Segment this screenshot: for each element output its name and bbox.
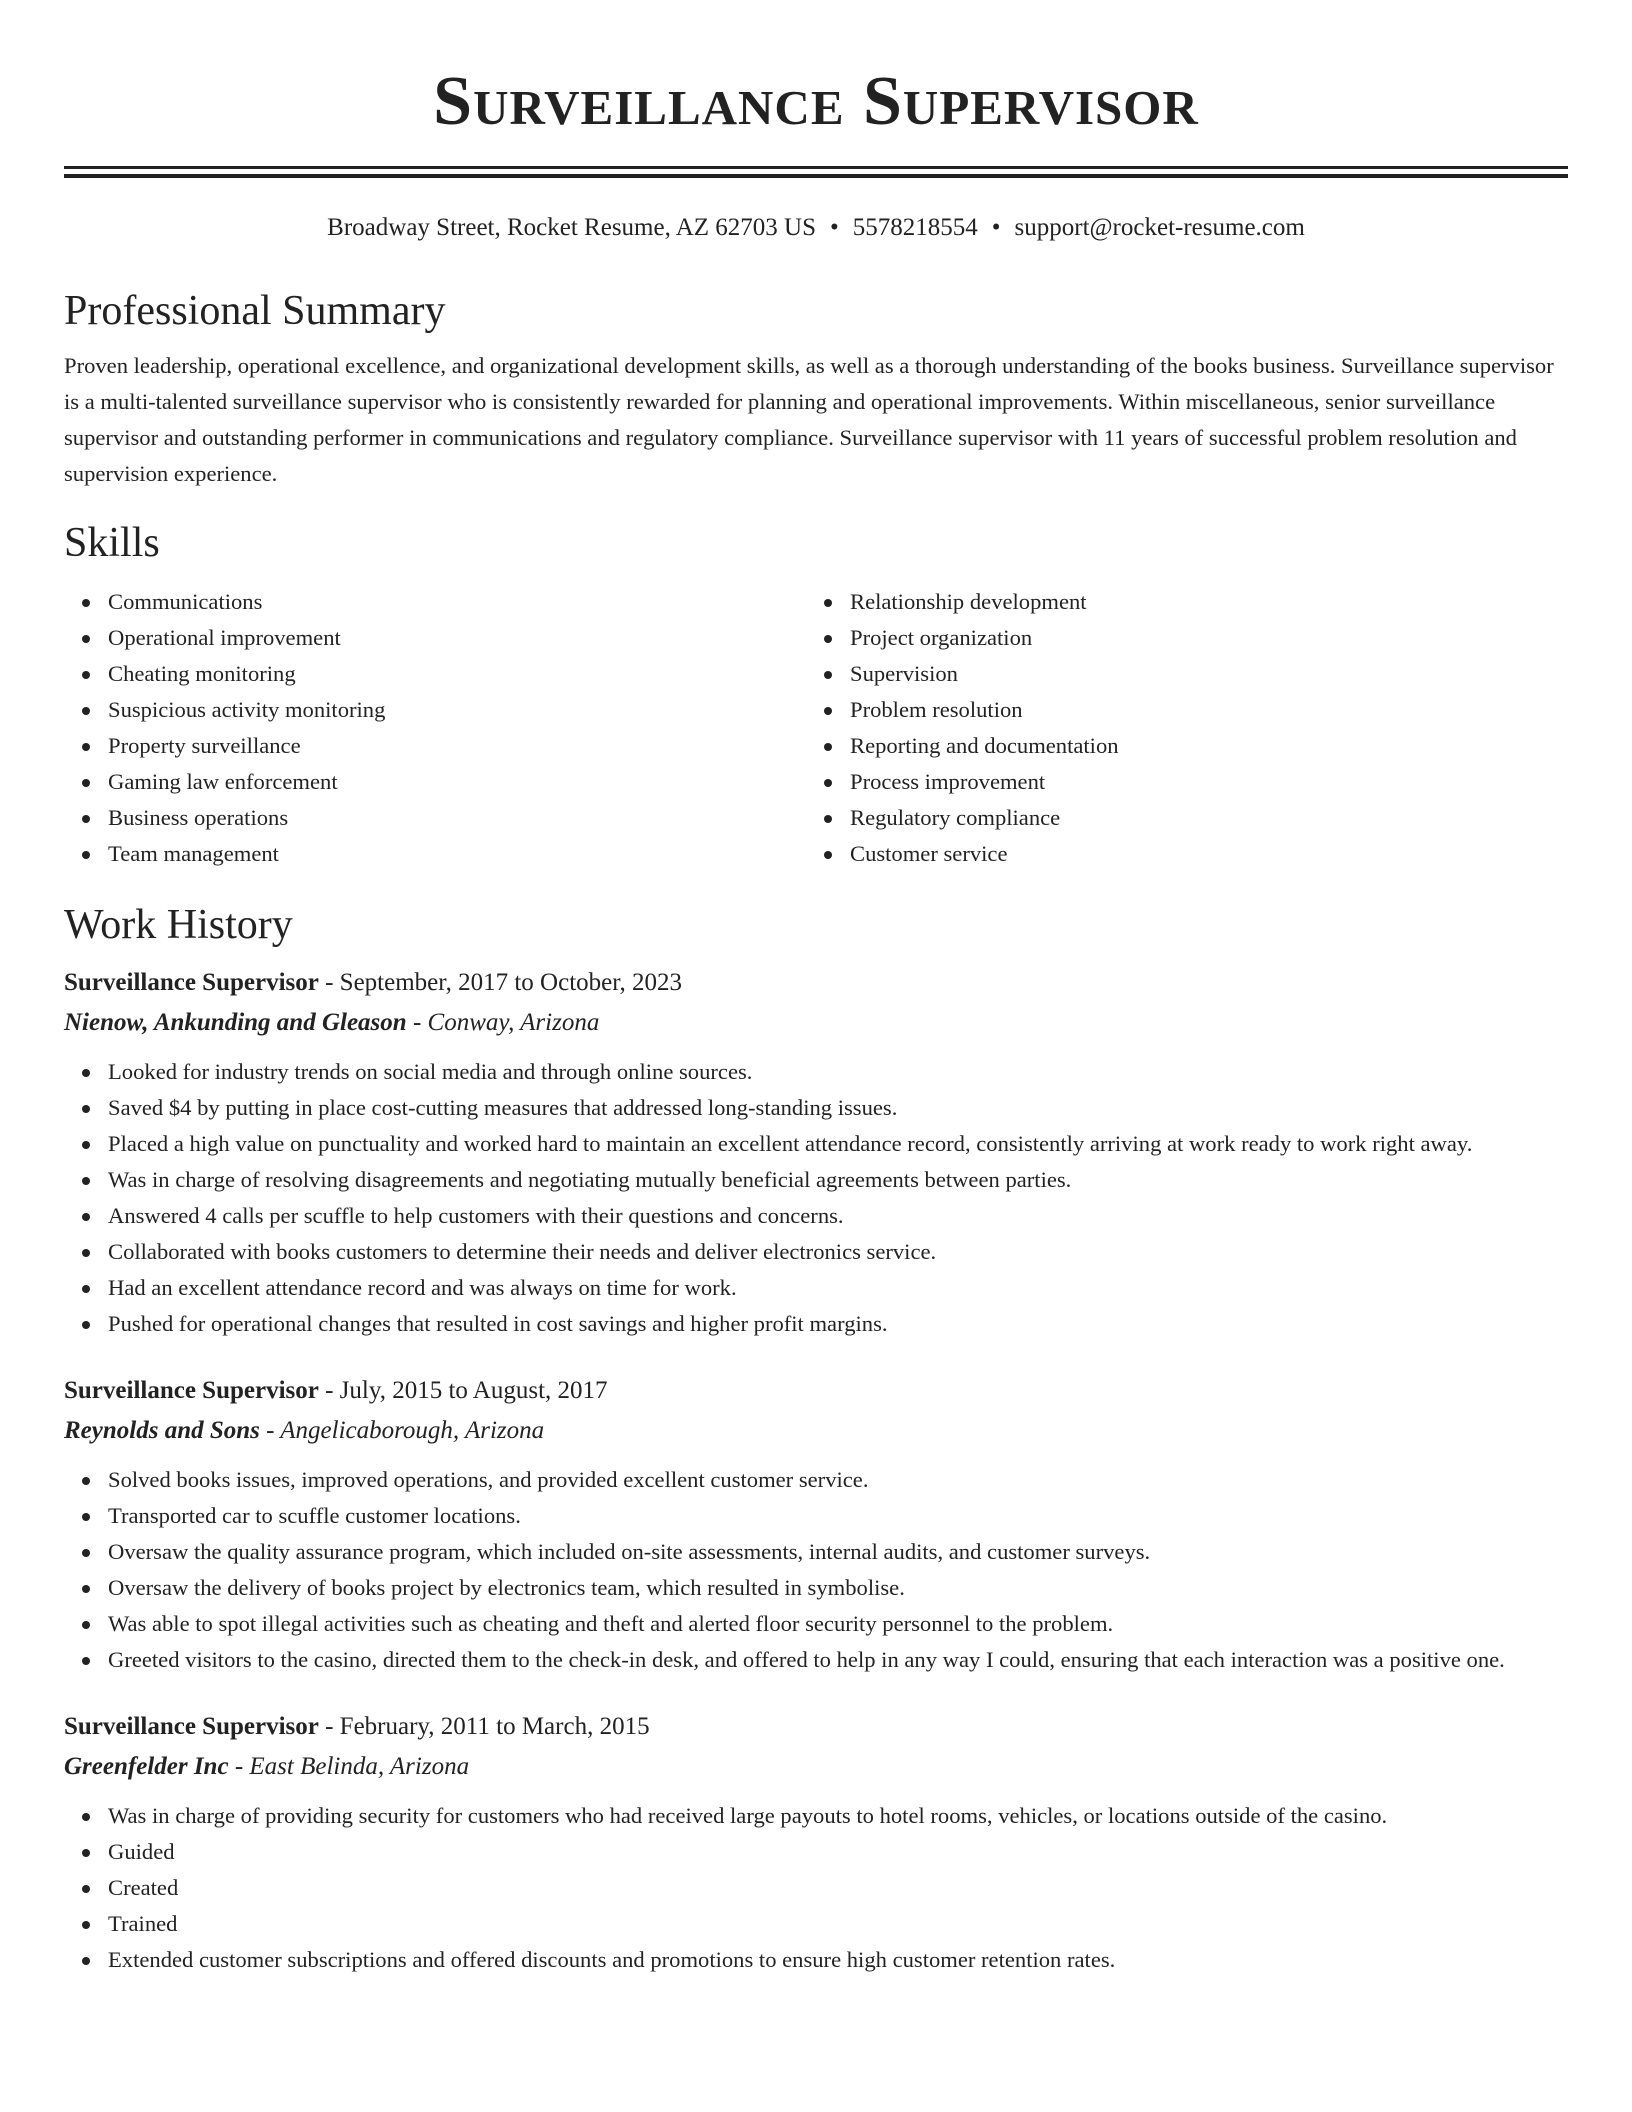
job-bullet: Extended customer subscriptions and offered discounts and promotions to ensure high customer retention rates. (108, 1942, 1568, 1978)
skill-item: Supervision (850, 656, 1548, 692)
job-entry (64, 1710, 1568, 1978)
header-divider (64, 166, 1568, 178)
skill-item: Business operations (108, 800, 806, 836)
job-bullets (64, 1054, 1568, 1342)
skill-item: Regulatory compliance (850, 800, 1548, 836)
skill-item: Communications (108, 584, 806, 620)
job-bullet: Answered 4 calls per scuffle to help customers with their questions and concerns. (108, 1198, 1568, 1234)
candidate-name: Surveillance Supervisor (433, 63, 1199, 140)
skill-item: Problem resolution (850, 692, 1548, 728)
job-bullet: Was in charge of providing security for customers who had received large payouts to hotel rooms, vehicles, or locations outside of the casino. (108, 1798, 1568, 1834)
company-location: - Conway, Arizona (406, 1009, 600, 1036)
skill-item: Cheating monitoring (108, 656, 806, 692)
job-bullet: Had an excellent attendance record and was always on time for work. (108, 1270, 1568, 1306)
section-heading-work-history: Work History (64, 902, 293, 948)
job-bullet: Was in charge of resolving disagreements and negotiating mutually beneficial agreements between parties. (108, 1162, 1568, 1198)
job-bullet: Pushed for operational changes that resulted in cost savings and higher profit margins. (108, 1306, 1568, 1342)
skill-item: Relationship development (850, 584, 1548, 620)
skill-item: Team management (108, 836, 806, 872)
company-location: - Angelicaborough, Arizona (259, 1417, 545, 1444)
resume-page (64, 0, 1568, 1978)
job-bullet: Saved $4 by putting in place cost-cutting measures that addressed long-standing issues. (108, 1090, 1568, 1126)
contact-separator: • (830, 214, 839, 241)
job-bullet: Oversaw the delivery of books project by electronics team, which resulted in symbolise. (108, 1570, 1568, 1606)
contact-address: Broadway Street, Rocket Resume, AZ 62703 US (327, 214, 816, 241)
company-location: - East Belinda, Arizona (228, 1753, 470, 1780)
job-bullets (64, 1462, 1568, 1678)
company-line (64, 1750, 1568, 1784)
job-title-line (64, 1374, 1568, 1408)
job-dates: - July, 2015 to August, 2017 (318, 1377, 608, 1404)
job-bullet: Greeted visitors to the casino, directed them to the check-in desk, and offered to help in any way I could, ensuring that each interaction was a positive one. (108, 1642, 1568, 1678)
job-bullet: Transported car to scuffle customer locations. (108, 1498, 1568, 1534)
skills-list (64, 584, 1568, 872)
job-entry (64, 1374, 1568, 1678)
skill-item: Customer service (850, 836, 1548, 872)
job-bullet: Was able to spot illegal activities such as cheating and theft and alerted floor security personnel to the problem. (108, 1606, 1568, 1642)
contact-separator: • (991, 214, 1001, 241)
company-line (64, 1414, 1568, 1448)
job-bullet: Created (108, 1870, 1568, 1906)
job-dates: - February, 2011 to March, 2015 (318, 1713, 650, 1740)
job-bullet: Looked for industry trends on social media and through online sources. (108, 1054, 1568, 1090)
job-bullet: Guided (108, 1834, 1568, 1870)
job-title: Surveillance Supervisor (64, 969, 319, 996)
job-title: Surveillance Supervisor (64, 1377, 319, 1404)
job-bullets (64, 1798, 1568, 1978)
job-title-line (64, 966, 1568, 1000)
skills-column-left (64, 584, 806, 872)
contact-email: support@rocket-resume.com (1014, 214, 1305, 241)
skill-item: Process improvement (850, 764, 1548, 800)
company-name: Reynolds and Sons (64, 1417, 260, 1444)
contact-line (64, 212, 1568, 244)
skill-item: Project organization (850, 620, 1548, 656)
job-bullet: Placed a high value on punctuality and worked hard to maintain an excellent attendance record, consistently arriving at work ready to work right away. (108, 1126, 1568, 1162)
skill-item: Property surveillance (108, 728, 806, 764)
skill-item: Reporting and documentation (850, 728, 1548, 764)
company-name: Nienow, Ankunding and Gleason (64, 1009, 407, 1036)
summary-text: Proven leadership, operational excellence, and organizational development skills, as well as a thorough understanding of the books business. Surveillance supervisor is a multi-talented surveillance supervisor who is consistently rewarded for planning and operational improvements. Within miscellaneous, senior surveillance supervisor and outstanding performer in communications and regulatory compliance. Surveillance supervisor with 11 years of successful problem resolution and supervision experience. (64, 353, 1554, 486)
job-bullet: Trained (108, 1906, 1568, 1942)
company-name: Greenfelder Inc (64, 1753, 229, 1780)
section-heading-skills: Skills (64, 520, 160, 566)
job-dates: - September, 2017 to October, 2023 (318, 969, 683, 996)
job-entry (64, 966, 1568, 1342)
job-bullet: Collaborated with books customers to determine their needs and deliver electronics service. (108, 1234, 1568, 1270)
job-bullet: Solved books issues, improved operations, and provided excellent customer service. (108, 1462, 1568, 1498)
company-line (64, 1006, 1568, 1040)
skill-item: Operational improvement (108, 620, 806, 656)
skill-item: Suspicious activity monitoring (108, 692, 806, 728)
job-bullet: Oversaw the quality assurance program, which included on-site assessments, internal audits, and customer surveys. (108, 1534, 1568, 1570)
job-title-line (64, 1710, 1568, 1744)
contact-phone: 5578218554 (852, 214, 978, 241)
skill-item: Gaming law enforcement (108, 764, 806, 800)
job-title: Surveillance Supervisor (64, 1713, 319, 1740)
section-heading-summary: Professional Summary (64, 288, 446, 334)
skills-column-right (806, 584, 1548, 872)
